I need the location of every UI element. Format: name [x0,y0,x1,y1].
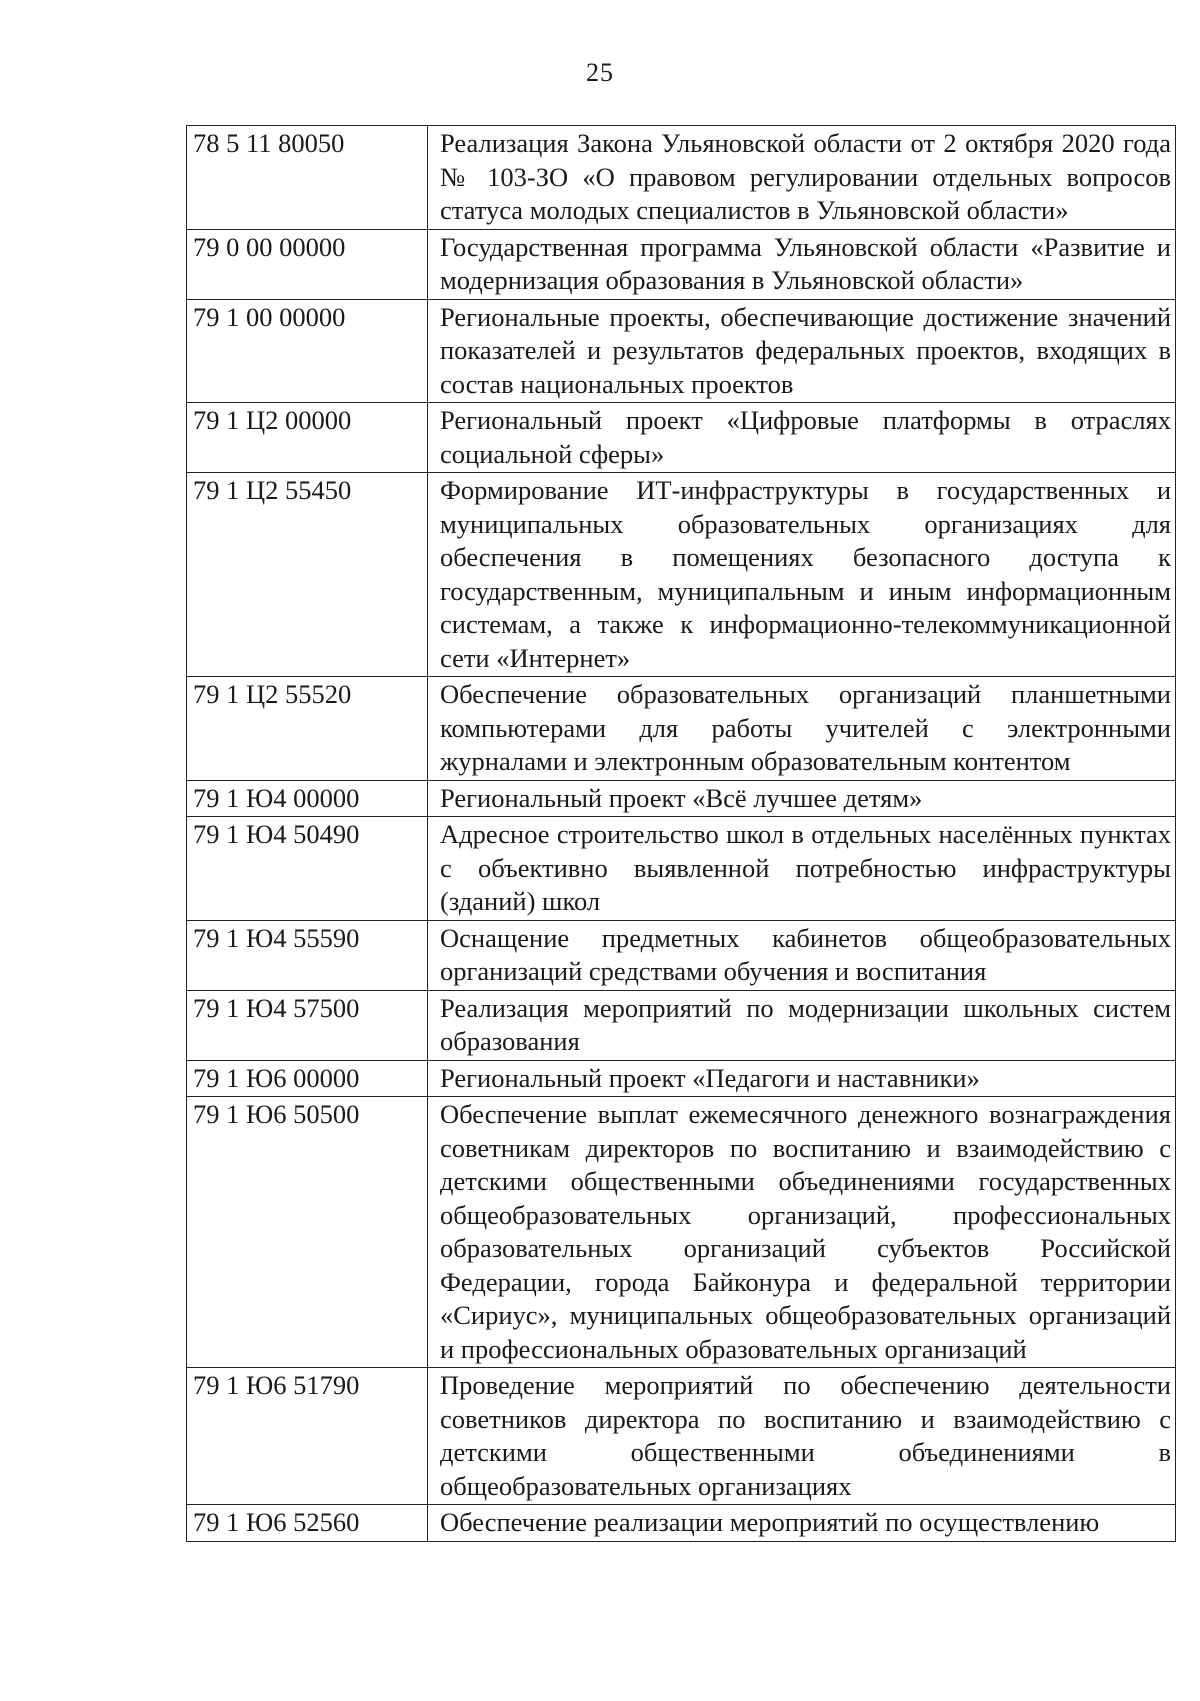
table-row [187,817,1176,921]
row-code: 79 1 Ю4 57500 [187,990,428,1060]
row-code: 79 1 Ю6 50500 [187,1097,428,1368]
row-description: Оснащение предметных кабинетов общеобразовательных организаций средствами обучения и воспитания [428,920,1176,990]
row-description: Обеспечение выплат ежемесячного денежного вознаграждения советникам директоров по воспитанию и взаимодействию с детскими общественными объединениями государственных общеобразовательных организаций, профессиональных образовательных организаций субъектов Российской Федерации, города Байконура и федеральной территории «Сириус», муниципальных общеобразовательных организаций и профессиональных образовательных организаций [428,1097,1176,1368]
row-code: 79 1 Ю4 50490 [187,817,428,921]
table-row [187,1097,1176,1368]
row-code: 79 1 Ц2 00000 [187,403,428,473]
row-description: Региональный проект «Педагоги и наставники» [428,1060,1176,1097]
table-row [187,126,1176,230]
row-code: 79 1 Ю6 51790 [187,1368,428,1505]
row-description: Реализация Закона Ульяновской области от 2 октября 2020 года № 103-ЗО «О правовом регулировании отдельных вопросов статуса молодых специалистов в Ульяновской области» [428,126,1176,230]
table-row [187,473,1176,677]
table-row [187,920,1176,990]
row-code: 79 1 Ю4 55590 [187,920,428,990]
row-description: Проведение мероприятий по обеспечению деятельности советников директора по воспитанию и взаимодействию с детскими общественными объединениями в общеобразовательных организациях [428,1368,1176,1505]
row-description: Региональный проект «Всё лучшее детям» [428,780,1176,817]
row-description: Обеспечение реализации мероприятий по осуществлению [428,1505,1176,1542]
table-row [187,1505,1176,1542]
row-code: 79 1 Ю6 52560 [187,1505,428,1542]
table-row [187,299,1176,403]
row-description: Обеспечение образовательных организаций планшетными компьютерами для работы учителей с электронными журналами и электронным образовательным контентом [428,677,1176,781]
row-description: Адресное строительство школ в отдельных населённых пунктах с объективно выявленной потребностью инфраструктуры (зданий) школ [428,817,1176,921]
page-number: 25 [586,58,614,87]
row-code: 78 5 11 80050 [187,126,428,230]
table-row [187,990,1176,1060]
row-code: 79 0 00 00000 [187,229,428,299]
table-row [187,403,1176,473]
row-code: 79 1 Ц2 55520 [187,677,428,781]
row-description: Региональные проекты, обеспечивающие достижение значений показателей и результатов федеральных проектов, входящих в состав национальных проектов [428,299,1176,403]
row-description: Региональный проект «Цифровые платформы в отраслях социальной сферы» [428,403,1176,473]
row-code: 79 1 Ю6 00000 [187,1060,428,1097]
row-description: Реализация мероприятий по модернизации школьных систем образования [428,990,1176,1060]
row-description: Формирование ИТ-инфраструктуры в государственных и муниципальных образовательных организациях для обеспечения в помещениях безопасного доступа к государственным, муниципальным и иным информационным системам, а также к информационно-телекоммуникационной сети «Интернет» [428,473,1176,677]
row-code: 79 1 00 00000 [187,299,428,403]
row-description: Государственная программа Ульяновской области «Развитие и модернизация образования в Ульяновской области» [428,229,1176,299]
table-row [187,1368,1176,1505]
table-row [187,229,1176,299]
budget-codes-table [186,125,1176,1542]
table-row [187,1060,1176,1097]
table-row [187,677,1176,781]
row-code: 79 1 Ю4 00000 [187,780,428,817]
table-row [187,780,1176,817]
row-code: 79 1 Ц2 55450 [187,473,428,677]
